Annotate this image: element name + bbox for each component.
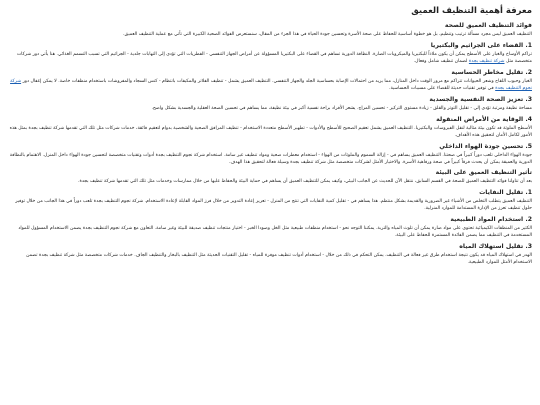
section-health-benefits: [8, 22, 532, 38]
section-disease-prevention: [8, 116, 532, 139]
section-heading: 1. القضاء على الجراثيم والبكتيريا: [430, 42, 532, 50]
section-heading: 2. استخدام المواد الطبيعية: [450, 216, 532, 224]
page-title: معرفة أهمية التنظيف العميق: [411, 6, 532, 16]
section-paragraph: الهدر في استهلاك المياه قد يكون نتيجة استخدام طرق غير فعالة في التنظيف. يمكن التحكم في ذلك من خلال - استخدام أدوات تنظيف موفرة للمياه - تقليل التقنيات الحديثة مثل التنظيف بالبخار والتنظيف الجاف. خدمات شركات متخصصة مثل شركة تنظيف بجدة تضمن الاستخدام الأمثل للموارد الطبيعية.: [26, 253, 532, 265]
section-heading: تأثير التنظيف العميق على البيئة: [435, 169, 532, 177]
section-environment: [8, 169, 532, 185]
section-air-quality: [8, 143, 532, 166]
section-heading: 3. تعزيز الصحة النفسية والجسدية: [429, 96, 532, 104]
section-paragraph: [8, 52, 532, 65]
section-heading: 5. تحسين جودة الهواء الداخلي: [439, 143, 532, 151]
cleaning-company-link[interactable]: شركة نجوم التنظيف بجدة: [10, 79, 532, 91]
paragraph-text: تراكم الأوساخ والغبار على الأسطح يمكن أن يكون ملاذاً للبكتيريا والميكروبات الضارة. النظافة الدورية تساهم في القضاء على البكتيريا المسؤولة عن أمراض الجهاز التنفسي - الفطريات التي تؤدي إلى التهابات جلدية - الجراثيم التي تسبب التسمم الغذائي. هنا يأتي دور شركات متخصصة مثل: [16, 52, 532, 64]
paragraph-text: الغبار وحبوب اللقاح وشعر الحيوانات تتراكم مع مرور الوقت داخل المنازل، مما يزيد من احتمالات الإصابة بحساسية الجلد والجهاز التنفسي. التنظيف العميق يشمل - تنظيف الفلاتر والمكيفات بانتظام - كنس السجاد والمفروشات باستخدام منظفات خاصة. لا يمكن إغفال دور: [22, 79, 532, 85]
section-paragraph: بعد أن تناولنا فوائد التنظيف العميق للصحة في القسم السابق، ننتقل الآن للحديث عن الجانب البيئي، وكيف يمكن للتنظيف العميق أن يساهم في حماية البيئة والحفاظ عليها من خلال ممارسات وخدمات مثل تلك التي تقدمها شركة تنظيف بجدة.: [77, 179, 532, 185]
section-allergy: [8, 69, 532, 92]
section-heading: 3. تقليل استهلاك المياه: [459, 243, 532, 251]
section-germs: [8, 42, 532, 65]
section-heading: 2. تقليل مخاطر الحساسية: [451, 69, 532, 77]
section-reduce-waste: [8, 189, 532, 212]
section-water-saving: [8, 243, 532, 266]
section-paragraph: [8, 79, 532, 92]
section-paragraph: التنظيف العميق يتطلب التخلص من الأشياء غير الضرورية والقديمة بشكل منتظم. هذا يساهم في - تقليل كمية النفايات التي تنتج من المنزل - تعزيز إعادة التدوير من خلال فرز المواد القابلة لإعادة الاستخدام. شركة نجوم التنظيف بجدة تلعب دوراً في هذا الجانب من خلال توفير حلول تنظيف تعزز من الإدارة المستدامة للموارد المنزلية.: [15, 199, 532, 211]
paragraph-text-after: لضمان تنظيف شامل وفعال.: [413, 58, 468, 64]
section-paragraph: الأسطح الملوثة قد تكون بيئة مثالية لنقل الفيروسات والبكتيريا. التنظيف العميق يشمل تعقيم الصحيح للأسطح والأدوات - تطهير الأسطح متعددة الاستخدام - تنظيف المرافق الصحية والشخصية بدوام لتعقيم فائقة، خدمات شركات مثل تلك التي تقدمها شركة تنظيف بجدة بمثل هذه الأمور لكامل الأمان لتحقيق هذه الأهداف.: [9, 126, 532, 138]
section-heading: فوائد التنظيف العميق للصحة: [444, 22, 532, 29]
section-heading: 4. الوقاية من الأمراض المنقولة: [436, 116, 532, 124]
section-paragraph: الكثير من المنظفات الكيميائية تحتوي على مواد ضارة يمكن أن تلوث المياه والتربة. يمكننا التوجه نحو - استخدام منظفات طبيعية مثل الخل وصودا الخبز - اختيار منتجات تنظيف صديقة للبيئة وغير سامة. التعاون مع شركة نجوم التنظيف بجدة يضمن الاستخدام المسؤول للمواد المستخدمة في التنظيف مما يضمن الفائدة المستمرة للحفاظ على البيئة.: [18, 226, 532, 238]
section-paragraph: مساحة نظيفة ومرتبة تؤدي إلى - تقليل التوتر والقلق - زيادة مستوى التركيز - تحسين المزاج. يشعر الأفراد براحة نفسية أكبر في بيئة نظيفة، مما يساهم في تحسين الصحة العقلية والجسدية بشكل واضح.: [151, 106, 532, 112]
cleaning-company-link[interactable]: شركة تنظيف بجدة: [468, 58, 505, 64]
section-paragraph: جودة الهواء الداخلي تلعب دوراً كبيراً في صحتنا. التنظيف العميق يساهم في - إزالة السموم والملوثات من الهواء - استخدام معطرات صحية ومواد تنظيف غير سامة. استخدام شركة نجوم التنظيف بجدة أدوات وتقنيات متخصصة لتحسين جودة الهواء داخل المنزل. الاهتمام بالنظافة الدورية والعميقة يمكن أن يحدث فرقاً كبيراً في صحة ورفاهية الأسرة. والاختيار الأمثل لشركات متخصصة مثل شركة تنظيف بجدة وسيلة فعالة لتحقيق هذا الهدف.: [9, 153, 532, 165]
section-heading: 1. تقليل النفايات: [479, 189, 532, 197]
section-mental-health: [8, 96, 532, 112]
paragraph-text-after: في توفير تقنيات حديثة للقضاء على مسببات الحساسية.: [388, 85, 494, 91]
section-natural-materials: [8, 216, 532, 239]
section-paragraph: التنظيف العميق ليس مجرد مسألة ترتيب وتنظيم، بل هو خطوة أساسية للحفاظ على صحة الأسرة وتحسين جودة الحياة في هذا الجزء من المقال، سنستعرض الفوائد الصحية الكبيرة التي تأتي مع عملية التنظيف العميق.: [123, 32, 532, 37]
